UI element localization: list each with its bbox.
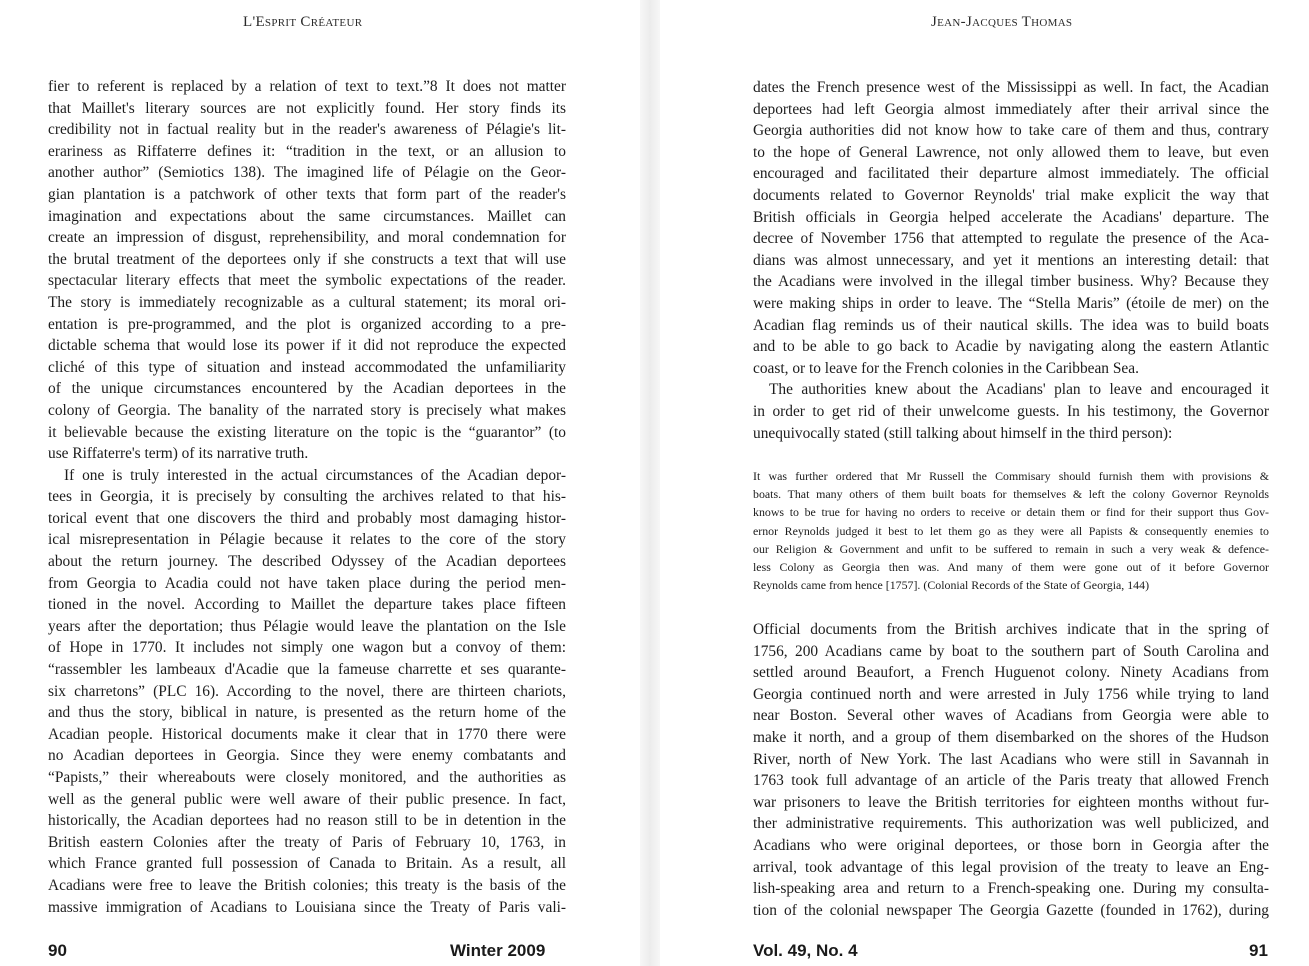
text-line: no Acadian deportees in Georgia. Since they were enemy combatants and: [48, 747, 566, 765]
text-line: dictable schema that would lose its power if it did not reproduce the expected: [48, 337, 566, 355]
text-line: to the hope of General Lawrence, not only allowed them to leave, but even: [753, 143, 1269, 161]
text-line: erariness as Riffaterre defines it: “tradition in the text, or an allusion to: [48, 142, 566, 160]
text-line: entation is pre-programmed, and the plot is organized according to a pre-: [48, 315, 566, 333]
text-line: British eastern Colonies after the treaty of Paris of February 10, 1763, in: [48, 833, 566, 851]
text-line: encouraged and facilitated their departure almost immediately. The official: [753, 165, 1269, 183]
text-line: tioned in the novel. According to Maillet the departure takes place fifteen: [48, 596, 566, 614]
left-body-text: [48, 76, 566, 918]
text-line: and thus the story, biblical in nature, is presented as the return home of the: [48, 704, 566, 722]
text-line: Acadian flag reminds us of their nautical skills. The idea was to build boats: [753, 316, 1269, 334]
text-line: six charretons” (PLC 16). According to the novel, there are thirteen chariots,: [48, 682, 566, 700]
text-line: lish-speaking area and return to a French-speaking one. During my consulta-: [753, 880, 1269, 898]
text-line: that Maillet's literary sources are not explicitly found. Her story finds its: [48, 99, 566, 117]
quote-line: It was further ordered that Mr Russell the Commisary should furnish them with provisions &: [753, 469, 1269, 483]
issue-label-left: Winter 2009: [450, 941, 546, 960]
text-line: were making ships in order to leave. The “Stella Maris” (étoile de mer) on the: [753, 294, 1269, 312]
text-line: settled around Beaufort, a French Huguenot colony. Ninety Acadians from: [753, 664, 1269, 682]
text-line: years after the deportation; thus Pélagie would leave the plantation on the Isle: [48, 617, 566, 635]
quote-line: knows to be true for having no orders to receive or detain them or find for their support thus Gov-: [753, 505, 1269, 520]
text-line: Acadians who were original deportees, or those born in Georgia after the: [753, 836, 1269, 854]
text-line: Acadians were free to leave the British colonies; this treaty is the basis of the: [48, 876, 566, 894]
text-line: about the return journey. The described Odyssey of the Acadian deportees: [48, 553, 566, 571]
text-line: 1763 took full advantage of an article of the Paris treaty that allowed French: [753, 772, 1269, 790]
right-body-text-bottom: [753, 619, 1269, 921]
text-line: Official documents from the British archives indicate that in the spring of: [753, 621, 1269, 638]
right-body-text-top: [753, 77, 1269, 444]
page-number-left: 90: [48, 941, 67, 960]
text-line: colony of Georgia. The banality of the narrated story is precisely what makes: [48, 401, 566, 419]
quote-line: Reynolds came from hence [1757]. (Colonial Records of the State of Georgia, 144): [753, 578, 1150, 593]
text-line: well as the general public were well aware of their public presence. In fact,: [48, 790, 566, 808]
text-line: The story is immediately recognizable as a cultural statement; its moral ori-: [48, 293, 566, 311]
right-page: [660, 0, 1309, 966]
text-line: near Boston. Several other waves of Acadians from Georgia were able to: [753, 707, 1269, 725]
text-line: of Hope in 1770. It includes not simply one wagon but a convoy of them:: [48, 639, 566, 657]
text-line: Georgia authorities did not know how to take care of them and thus, contrary: [753, 122, 1269, 140]
text-line: “Papists,” their whereabouts were closely monitored, and the authorities as: [48, 769, 566, 786]
quote-line: our Religion & Government and unfit to be suffered to remain in such a very weak & defence-: [753, 541, 1269, 556]
running-head-left: L'Esprit Créateur: [243, 14, 363, 30]
block-quote: [753, 467, 1269, 594]
issue-label-right: Vol. 49, No. 4: [753, 941, 858, 960]
text-line: gian plantation is a patchwork of other texts that form part of the reader's: [48, 185, 566, 203]
text-line: Acadian people. Historical documents make it clear that in 1770 there were: [48, 725, 566, 743]
text-line: If one is truly interested in the actual circumstances of the Acadian depor-: [64, 466, 566, 484]
text-line: coast, or to leave for the French colonies in the Caribbean Sea.: [753, 359, 1139, 377]
text-line: war prisoners to leave the British territories for eighteen months without fur-: [753, 793, 1269, 811]
text-line: historically, the Acadian deportees had no reason still to be in detention in the: [48, 812, 566, 830]
quote-line: boats. That many others of them built boats for themselves & left the colony Governor Reynolds: [753, 487, 1269, 502]
text-line: the Acadians were involved in the illegal timber business. Why? Because they: [753, 273, 1269, 291]
text-line: dates the French presence west of the Mississippi as well. In fact, the Acadian: [753, 79, 1269, 96]
text-line: “rassembler les lambeaux d'Acadie que la fameuse charrette et ses quarante-: [48, 661, 566, 679]
text-line: The authorities knew about the Acadians' plan to leave and encouraged it: [769, 381, 1269, 399]
page-number-right: 91: [1249, 941, 1268, 960]
left-page: [0, 0, 640, 966]
text-line: deportees had left Georgia almost immediately after their arrival since the: [753, 100, 1269, 118]
text-line: torical event that one discovers the third and probably most damaging histor-: [48, 509, 566, 527]
running-head-right: Jean-Jacques Thomas: [931, 14, 1073, 30]
text-line: tion of the colonial newspaper The Georgia Gazette (founded in 1762), during: [753, 901, 1269, 919]
quote-line: less Colony as Georgia then was. And many of them were gone out of it before Governor: [753, 559, 1269, 574]
text-line: fier to referent is replaced by a relation of text to text.”8 It does not matter: [48, 78, 566, 95]
text-line: decree of November 1756 that attempted to regulate the presence of the Aca-: [753, 230, 1269, 248]
text-line: arrival, took advantage of this legal provision of the treaty to leave an Eng-: [753, 858, 1269, 876]
text-line: River, north of New York. The last Acadians who were still in Savannah in: [753, 750, 1269, 768]
text-line: ical misrepresentation in Pélagie because it relates to the core of the story: [48, 531, 566, 549]
text-line: dians was almost unnecessary, and yet it mentions an interesting detail: that: [753, 251, 1269, 269]
text-line: credibility not in factual reality but in the reader's awareness of Pélagie's lit-: [48, 121, 566, 139]
text-line: make it north, and a group of them disembarked on the shores of the Hudson: [753, 728, 1269, 746]
text-line: in order to get rid of their unwelcome guests. In his testimony, the Governor: [753, 402, 1269, 420]
text-line: it believable because the existing literature on the topic is the “guarantor” (to: [48, 423, 566, 441]
text-line: use Riffaterre's term) of its narrative truth.: [48, 445, 309, 463]
text-line: and to be able to go back to Acadie by navigating along the eastern Atlantic: [753, 338, 1269, 356]
quote-line: ernor Reynolds judged it best to let them go as they were all Papists & consequently enemies to: [753, 523, 1269, 538]
text-line: cliché of this type of situation and instead accommodated the unfamiliarity: [48, 358, 566, 376]
text-line: create an impression of disgust, reprehensibility, and moral condemnation for: [48, 229, 566, 247]
text-line: another author” (Semiotics 138). The imagined life of Pélagie on the Geor-: [48, 164, 566, 182]
text-line: tees in Georgia, it is precisely by consulting the archives related to that his-: [48, 488, 566, 506]
text-line: British officials in Georgia helped accelerate the Acadians' departure. The: [753, 208, 1269, 226]
text-line: which France granted full possession of Canada to Britain. As a result, all: [48, 855, 566, 873]
text-line: the brutal treatment of the deportees only if she constructs a text that will use: [48, 250, 566, 268]
text-line: spectacular literary effects that meet the symbolic expectations of the reader.: [48, 272, 566, 290]
text-line: documents related to Governor Reynolds' trial make explicit the way that: [753, 186, 1269, 204]
text-line: from Georgia to Acadia could not have taken place during the period men-: [48, 574, 566, 592]
text-line: 1756, 200 Acadians came by boat to the southern part of South Carolina and: [753, 642, 1269, 660]
text-line: of the unique circumstances encountered by the Acadian deportees in the: [48, 380, 566, 398]
book-gutter: [640, 0, 660, 966]
text-line: massive immigration of Acadians to Louisiana since the Treaty of Paris vali-: [48, 898, 566, 916]
text-line: unequivocally stated (still talking about himself in the third person):: [753, 424, 1173, 442]
text-line: Georgia continued north and were arrested in July 1756 while trying to land: [753, 685, 1269, 703]
text-line: imagination and expectations about the same circumstances. Maillet can: [48, 207, 566, 225]
text-line: ther administrative requirements. This authorization was well publicized, and: [753, 815, 1269, 833]
